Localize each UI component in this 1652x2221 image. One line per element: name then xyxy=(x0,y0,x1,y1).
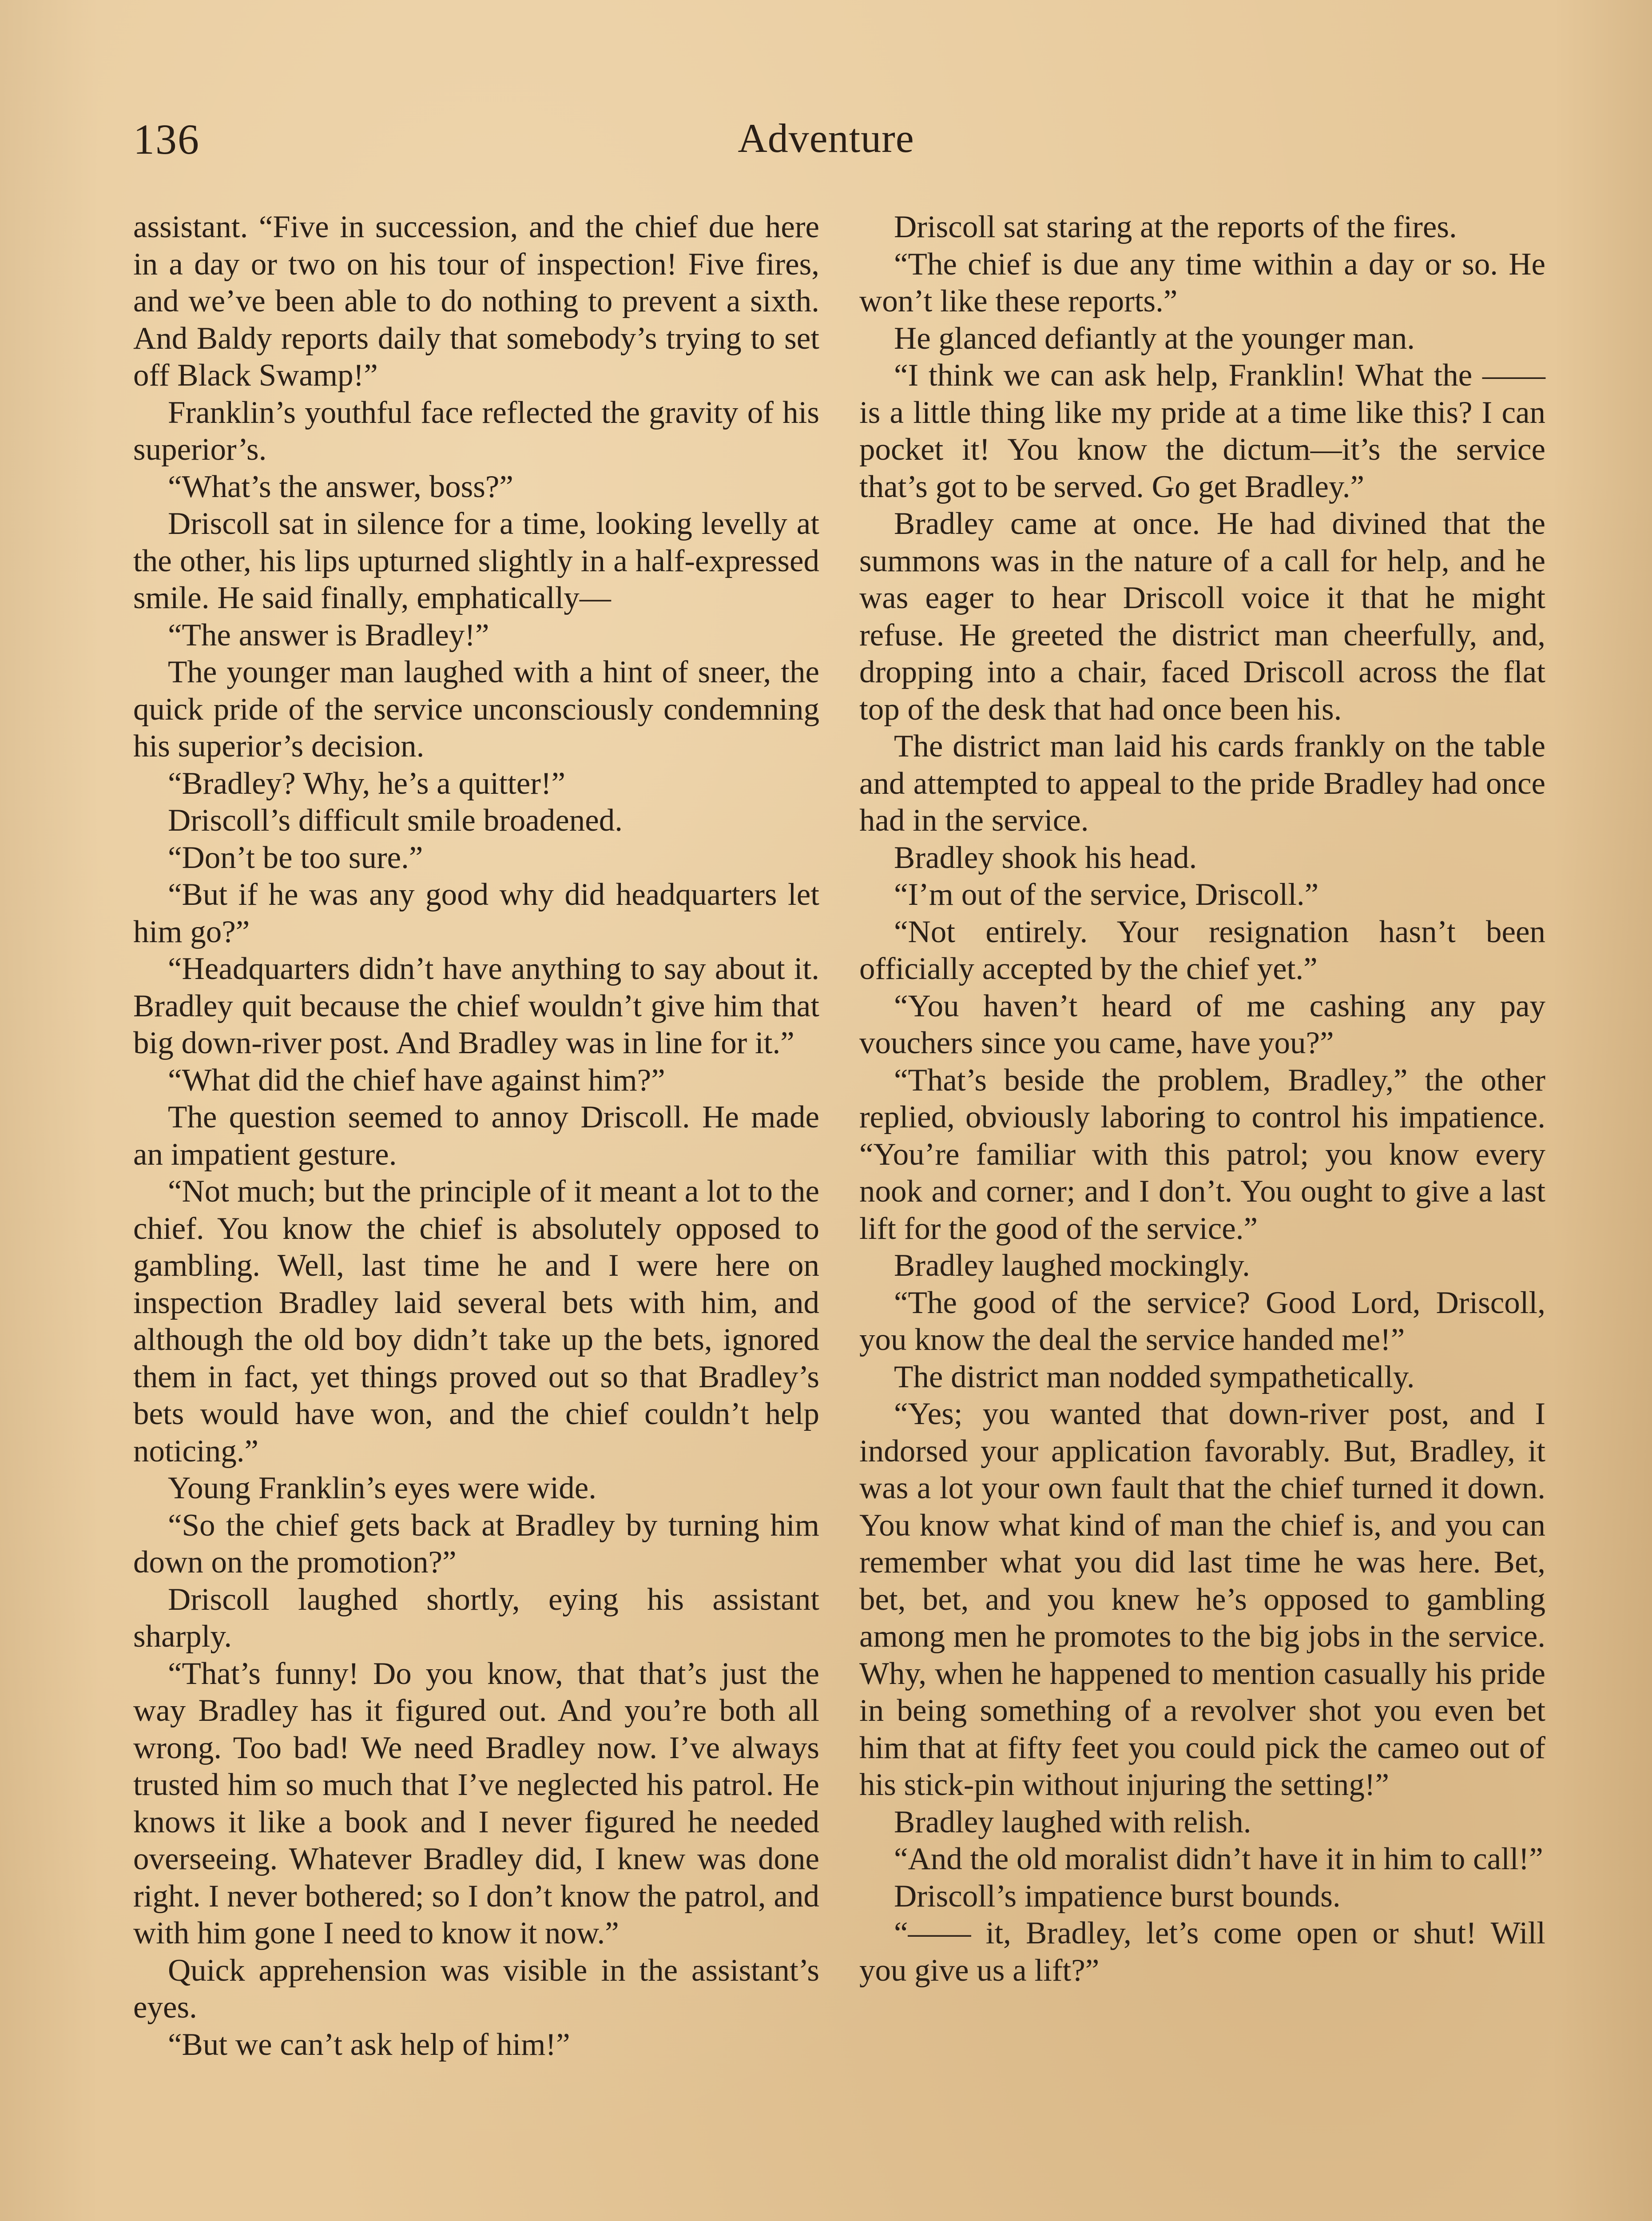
paragraph: Bradley shook his head. xyxy=(894,840,1197,875)
paragraph: “I think we can ask help, Franklin! What the —— is a little thing like my pride at a time like this? I can pocket it! You know the dictum—it’s the service that’s got to be served. Go get Bradley.” xyxy=(859,358,1545,504)
paragraph: The district man laid his cards frankly on the table and attempted to appeal to the pride Bradley had once had in the service. xyxy=(859,729,1545,838)
paragraph: The younger man laughed with a hint of sneer, the quick pride of the service unconsciously condemning his superior’s decision. xyxy=(133,655,819,764)
right-column xyxy=(859,209,1545,1989)
paragraph: “What’s the answer, boss?” xyxy=(168,469,513,504)
paragraph: Quick apprehension was visible in the assistant’s eyes. xyxy=(133,1953,819,2025)
paragraph: Driscoll sat in silence for a time, looking levelly at the other, his lips upturned slightly in a half-expressed smile. He said finally, emphatically— xyxy=(133,506,819,615)
paragraph: Driscoll laughed shortly, eying his assistant sharply. xyxy=(133,1582,819,1654)
paragraph: assistant. “Five in succession, and the chief due here in a day or two on his tour of inspection! Five fires, and we’ve been able to do nothing to prevent a sixth. And Baldy reports daily that somebody’s trying to set off Black Swamp!” xyxy=(133,210,819,393)
paragraph: “Not entirely. Your resignation hasn’t been officially accepted by the chief yet.” xyxy=(859,914,1545,986)
paragraph: “The answer is Bradley!” xyxy=(168,617,489,653)
paragraph: “The chief is due any time within a day or so. He won’t like these reports.” xyxy=(859,247,1545,318)
paragraph: Bradley came at once. He had divined that the summons was in the nature of a call for help, and he was eager to hear Driscoll voice it that he might refuse. He greeted the district man cheerfully, and, dropping into a chair, faced Driscoll across the flat top of the desk that had once been his. xyxy=(859,506,1545,727)
paragraph: Bradley laughed with relish. xyxy=(894,1804,1251,1839)
paragraph: “But if he was any good why did headquarters let him go?” xyxy=(133,877,819,949)
paragraph: “Not much; but the principle of it meant a lot to the chief. You know the chief is absolutely opposed to gambling. Well, last time he and I were here on inspection Bradley laid several bets with him, and although the old boy didn’t take up the bets, ignored them in fact, yet things proved out so that Bradley’s bets would have won, and the chief couldn’t help noticing.” xyxy=(133,1174,819,1469)
left-column xyxy=(133,209,819,2063)
paragraph: “The good of the service? Good Lord, Driscoll, you know the deal the service handed me!” xyxy=(859,1285,1545,1357)
paragraph: Bradley laughed mockingly. xyxy=(894,1248,1250,1283)
paragraph: “I’m out of the service, Driscoll.” xyxy=(894,877,1319,912)
paragraph: “You haven’t heard of me cashing any pay vouchers since you came, have you?” xyxy=(859,988,1545,1060)
paragraph: Driscoll’s impatience burst bounds. xyxy=(894,1879,1341,1914)
running-head: Adventure xyxy=(738,115,914,161)
paragraph: “—— it, Bradley, let’s come open or shut! Will you give us a lift?” xyxy=(859,1916,1545,1988)
paragraph: He glanced defiantly at the younger man. xyxy=(894,321,1415,356)
paragraph: “So the chief gets back at Bradley by turning him down on the promotion?” xyxy=(133,1508,819,1580)
paragraph: “And the old moralist didn’t have it in him to call!” xyxy=(894,1842,1543,1876)
paragraph: “That’s funny! Do you know, that that’s just the way Bradley has it figured out. And you’re both all wrong. Too bad! We need Bradley now. I’ve always trusted him so much that I’ve neglected his patrol. He knows it like a book and I never figured he needed overseeing. Whatever Bradley did, I knew was done right. I never bothered; so I don’t know the patrol, and with him gone I need to know it now.” xyxy=(133,1656,819,1950)
paragraph: “Headquarters didn’t have anything to say about it. Bradley quit because the chief wouldn’t give him that big down-river post. And Bradley was in line for it.” xyxy=(133,951,819,1060)
paragraph: “Don’t be too sure.” xyxy=(168,840,423,875)
paragraph: “What did the chief have against him?” xyxy=(168,1063,665,1098)
paragraph: Driscoll’s difficult smile broadened. xyxy=(168,803,623,838)
paragraph: Driscoll sat staring at the reports of the fires. xyxy=(894,210,1457,244)
paragraph: “But we can’t ask help of him!” xyxy=(168,2027,570,2062)
paragraph: The district man nodded sympathetically. xyxy=(894,1359,1415,1394)
paragraph: Young Franklin’s eyes were wide. xyxy=(168,1471,596,1505)
paragraph: “That’s beside the problem, Bradley,” the other replied, obviously laboring to control his impatience. “You’re familiar with this patrol; you know every nook and corner; and I don’t. You ought to give a last lift for the good of the service.” xyxy=(859,1063,1545,1246)
paragraph: “Yes; you wanted that down-river post, and I indorsed your application favorably. But, Bradley, it was a lot your own fault that the chief turned it down. You know what kind of man the chief is, and you can remember what you did last time he was here. Bet, bet, bet, and you knew he’s opposed to gambling among men he promotes to the big jobs in the service. Why, when he happened to mention casually his pride in being something of a revolver shot you even bet him that at fifty feet you could pick the cameo out of his stick-pin without injuring the setting!” xyxy=(859,1397,1545,1802)
paragraph: Franklin’s youthful face reflected the gravity of his superior’s. xyxy=(133,395,819,467)
paragraph: The question seemed to annoy Driscoll. He made an impatient gesture. xyxy=(133,1100,819,1172)
page-header xyxy=(133,115,1519,168)
page-number: 136 xyxy=(133,115,200,163)
paragraph: “Bradley? Why, he’s a quitter!” xyxy=(168,766,566,801)
